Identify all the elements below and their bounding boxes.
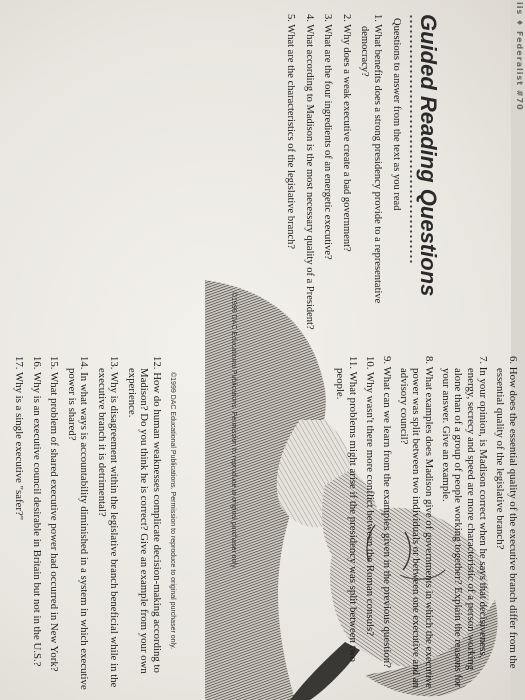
page-title: Guided Reading Questions [416, 14, 441, 297]
question-item: 15. What problem of shared executive power had occurred in New York? [48, 356, 61, 672]
right-question-list-top [330, 356, 520, 691]
question-item: 1. What benefits does a strong presidency provide to a representative democracy? [359, 14, 383, 304]
left-question-list [278, 14, 383, 344]
question-item: 3. What are the four ingredients of an energetic executive? [322, 14, 334, 260]
question-item: 11. What problems might arise if the presidency was split between two people. [334, 356, 359, 662]
question-item: 12. How do human weaknesses complicate decision-making according to Madison? Do you think he is correct? Give an example from your own experience. [126, 356, 163, 674]
question-item: 10. Why wasn't there more conflict between the Roman consuls? [364, 356, 376, 636]
copyright-notice: ©1999 DAC Educational Publications. Permission to reproduce to original purchaser only. [230, 292, 237, 570]
question-item: 17. Why is a single executive "safer?" [13, 356, 26, 521]
question-item: 4. What according to Madison is the most necessary quality of a President? [304, 14, 315, 330]
title-dotted-rule [409, 14, 413, 264]
question-item: 9. What can we learn from the examples given in the previous question? [381, 356, 393, 668]
copyright-notice: ©1999 DAC Educational Publications. Permission to reproduce to original purchaser only. [169, 372, 176, 650]
question-item: 6. How does the essential quality of the executive branch differ from the essential quality of the legislative branch? [494, 356, 519, 669]
question-item: 5. What are the characteristics of the legislative branch? [285, 14, 297, 250]
question-item: 14. In what ways is accountability diminished in a system in which executive power is shared? [66, 356, 91, 690]
question-item: 13. Why is disagreement within the legislative branch beneficial while in the executive branch it is detrimental? [96, 356, 121, 688]
question-item: 7. In your opinion, is Madison correct when he says that decisiveness, energy, secrecy and speed are more characteristic of a person working alone than of a group of people working together? Explain the reasons for your answer. Give an example. [440, 356, 490, 688]
question-item: 16. Why is an executive council desirable in Britain but not in the U.S.? [31, 356, 43, 667]
corner-header-text: iis ♦ Federalist #70 [515, 2, 524, 111]
question-item: 2. Why does a weak executive create a bad government? [341, 14, 352, 252]
question-item: 8. What examples does Madison give of governments in which the executive power was split between two individuals or between one executive and an advisory council? [398, 356, 435, 689]
intro-text: Questions to answer from the text as you read [391, 18, 402, 211]
right-question-list-bottom [8, 356, 163, 691]
